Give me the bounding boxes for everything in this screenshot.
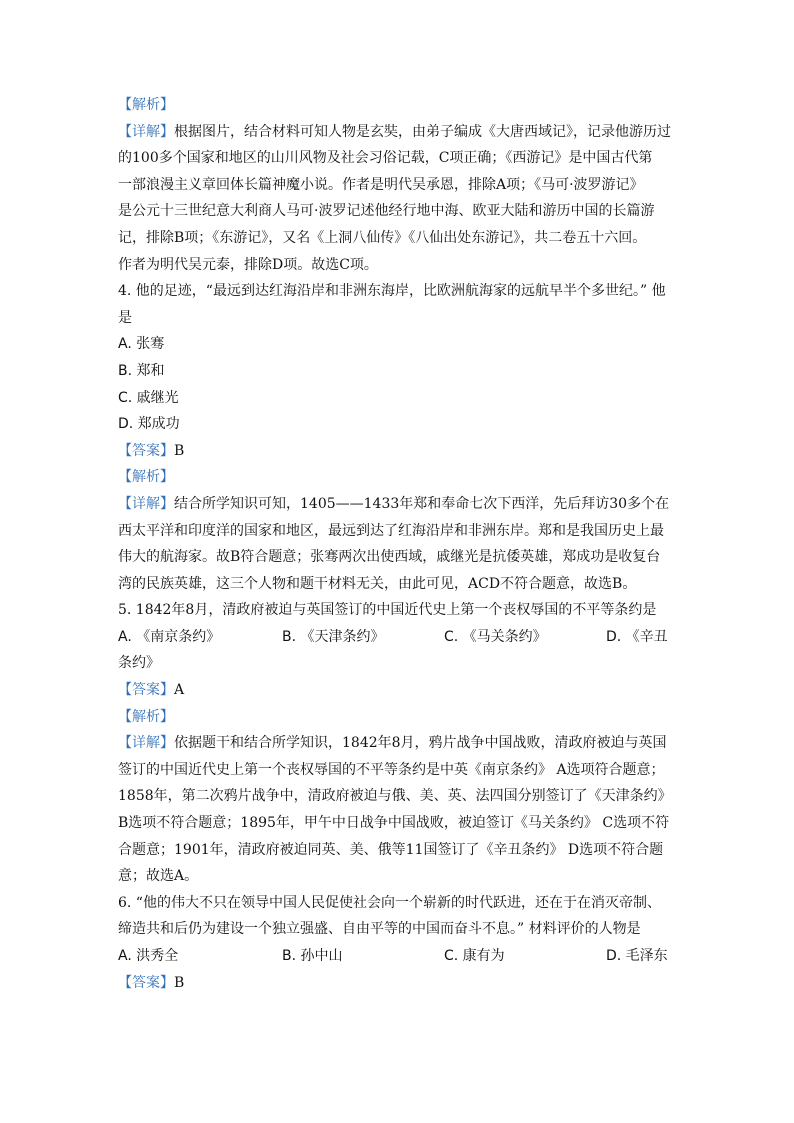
q5-option-d-continuation: 条约》 [118,655,160,672]
answer-value: B [174,974,185,991]
q3-detail-text: 根据图片，结合材料可知人物是玄奘，由弟子编成《大唐西域记》，记录他游历过 [174,123,671,140]
q3-jiexi-heading [118,92,678,119]
jiexi-tag: 【解析】 [118,708,174,725]
q4-option-d: D. 郑成功 [118,416,180,433]
q5-option-d: D. 《辛丑 [606,628,668,645]
q5-detail-line: B选项不符合题意；1895年，甲午中日战争中国战败，被迫签订《马关条约》 C选项不符 [118,815,670,832]
q3-detail-line: 作者为明代吴元泰，排除D项。故选C项。 [118,256,378,273]
q5-detail-line: 签订的中国近代史上第一个丧权辱国的不平等条约是中英《南京条约》 A选项符合题意； [118,761,665,778]
q5-option-a: A. 《南京条约》 [118,628,221,645]
document-content [118,92,678,996]
q6-option-a: A. 洪秀全 [118,948,179,964]
q6-option-d: D. 毛泽东 [606,948,668,964]
q3-detail-line: 是公元十三世纪意大利商人马可·波罗记述他经行地中海、欧亚大陆和游历中国的长篇游 [118,203,655,220]
q5-answer [118,677,678,704]
q5-detail-line: 意；故选A。 [118,868,199,885]
q4-stem: 是 [118,309,132,326]
q5-detail-line: 1858年，第二次鸦片战争中，清政府被迫与俄、美、英、法四国分别签订了《天津条约》 [118,788,672,805]
q3-detail-line: 记，排除B项；《东游记》，又名《上洞八仙传》《八仙出处东游记》，共二卷五十六回。 [118,229,647,246]
q5-option-b: B. 《天津条约》 [282,628,385,645]
answer-value: A [174,682,185,699]
q4-detail-line: 伟大的航海家。故B符合题意；张骞两次出使西域，戚继光是抗倭英雄，郑成功是收复台 [118,549,661,566]
q4-option-c: C. 戚继光 [118,389,179,406]
q6-option-c: C. 康有为 [444,948,505,964]
q4-stem: 4. 他的足迹，“最远到达红海沿岸和非洲东海岸，比欧洲航海家的远航早半个多世纪。” 他 [118,283,666,300]
q6-answer [118,970,678,997]
q5-option-c: C. 《马关条约》 [444,628,547,645]
q5-jiexi-heading [118,704,678,731]
jiexi-tag: 【解析】 [118,469,174,486]
q6-stem: 缔造共和后仍为建设一个独立强盛、自由平等的中国而奋斗不息。” 材料评价的人物是 [118,921,641,938]
q4-jiexi-heading [118,464,678,491]
answer-tag: 【答案】 [118,682,174,699]
q4-option-a: A. 张骞 [118,336,165,353]
xiangjie-tag: 【详解】 [118,123,174,140]
answer-tag: 【答案】 [118,974,174,991]
xiangjie-tag: 【详解】 [118,495,174,512]
q4-detail-line [118,491,678,518]
jiexi-tag: 【解析】 [118,97,174,113]
q4-answer [118,438,678,465]
q5-detail-line: 合题意；1901年，清政府被迫同英、美、俄等11国签订了《辛丑条约》 D选项不符合题 [118,841,664,858]
q4-detail-text: 结合所学知识可知，1405——1433年郑和奉命七次下西洋，先后拜访30多个在 [174,495,670,512]
q3-detail-line: 的100多个国家和地区的山川风物及社会习俗记载，C项正确；《西游记》是中国古代第 [118,150,653,167]
xiangjie-tag: 【详解】 [118,735,174,752]
q6-options [118,943,678,970]
answer-tag: 【答案】 [118,442,174,459]
q5-detail-text: 依据题干和结合所学知识，1842年8月，鸦片战争中国战败，清政府被迫与英国 [174,735,667,752]
q6-stem: 6. “他的伟大不只在领导中国人民促使社会向一个崭新的时代跃进，还在于在消灭帝制、 [118,894,661,911]
q5-stem: 5. 1842年8月，清政府被迫与英国签订的中国近代史上第一个丧权辱国的不平等条约是 [118,602,657,619]
q6-option-b: B. 孙中山 [282,948,343,964]
q5-options [118,624,678,651]
q4-detail-line: 湾的民族英雄，这三个人物和题干材料无关，由此可见，ACD不符合题意，故选B。 [118,575,637,592]
answer-value: B [174,442,185,459]
q5-detail-line [118,730,678,757]
q4-detail-line: 西太平洋和印度洋的国家和地区，最远到达了红海沿岸和非洲东岸。郑和是我国历史上最 [118,522,664,539]
q3-detail-line: 一部浪漫主义章回体长篇神魔小说。作者是明代吴承恩，排除A项；《马可·波罗游记》 [118,176,644,193]
q3-detail-line [118,119,678,146]
q4-option-b: B. 郑和 [118,362,165,379]
